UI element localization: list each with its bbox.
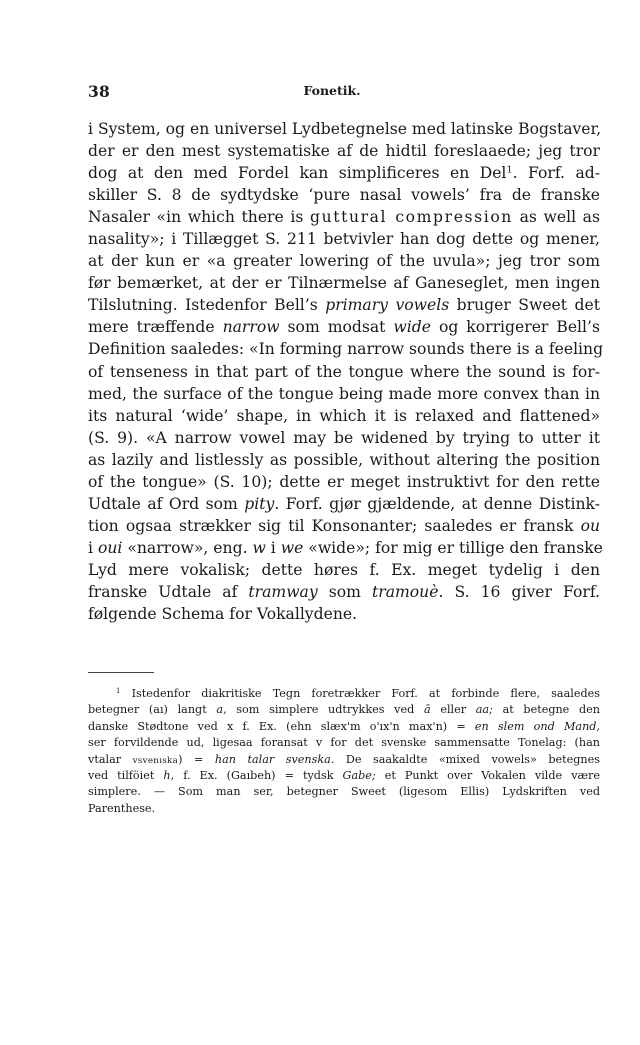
- footnote-divider: [88, 672, 154, 673]
- footnote-line: vtalar vsvenıska) = han talar svenska. De saakaldte «mixed vowels» betegnes: [88, 752, 601, 766]
- text-line: Definition saaledes: «In forming narrow sounds there is a feeling: [88, 340, 604, 359]
- text-line: i oui «narrow», eng. w i we «wide»; for mig er tillige den franske: [88, 538, 603, 557]
- text-line: Lyd mere vokalisk; dette høres f. Ex. meget tydelig i den: [88, 560, 600, 579]
- footnote-line: Parenthese.: [88, 801, 156, 815]
- footnote-line: simplere. — Som man ser, betegner Sweet (ligesom Ellis) Lydskriften ved: [88, 785, 600, 799]
- text-line: følgende Schema for Vokallydene.: [88, 605, 358, 624]
- text-line: i System, og en universel Lydbetegnelse med latinske Bogstaver,: [88, 120, 602, 138]
- text-line: mere træffende narrow som modsat wide og korrigerer Bell’s: [88, 318, 600, 337]
- footnote-line: betegner (aı) langt a, som simplere udtrykkes ved ā eller aa; at betegne den: [88, 703, 600, 717]
- text-line: dog at den med Fordel kan simplificeres en Del$^1$. Forf. ad-: [88, 164, 601, 183]
- text-line: its natural ‘wide’ shape, in which it is relaxed and flattened»: [88, 406, 600, 425]
- text-line: skiller S. 8 de sydtydske ‘pure nasal vowels’ fra de franske: [88, 186, 600, 205]
- text-line: før bemærket, at der er Tilnærmelse af Ganeseglet, men ingen: [88, 274, 600, 293]
- text-line: tion ogsaa strækker sig til Konsonanter; saaledes er fransk ou: [88, 516, 600, 535]
- footnote-number: 1: [116, 687, 121, 696]
- footnote: [88, 686, 600, 817]
- text-line: of tenseness in that part of the tongue where the sound is for-: [88, 362, 600, 381]
- text-line: as lazily and listlessly as possible, without altering the position: [88, 450, 600, 469]
- text-line: at der kun er «a greater lowering of the uvula»; jeg tror som: [88, 252, 600, 271]
- text-line: Tilslutning. Istedenfor Bell’s primary vowels bruger Sweet det: [88, 296, 600, 315]
- text-line: (S. 9). «A narrow vowel may be widened by trying to utter it: [88, 428, 600, 447]
- text-line: Udtale af Ord som pity. Forf. gjør gjældende, at denne Distink-: [88, 494, 600, 513]
- spaced-emphasis: guttural compression: [309, 208, 513, 227]
- footnote-marker: 1: [506, 164, 513, 176]
- main-text: [88, 118, 604, 625]
- footnote-line: danske Stødtone ved x f. Ex. (ehn slæx'm o'ıx'n max'n) = en slem ond Mand,: [88, 719, 600, 733]
- footnote-line: ser forvildende ud, ligesaa foransat v for det svenske sammensatte Tonelag: (han: [88, 736, 600, 750]
- text-line: Nasaler «in which there is guttural compression as well as: [88, 208, 600, 227]
- page-number: 38: [88, 82, 110, 101]
- text-line: med, the surface of the tongue being made more convex than in: [88, 384, 600, 403]
- running-head: Fonetik.: [303, 83, 361, 98]
- page-header: [88, 82, 576, 104]
- text-line: franske Udtale af tramway som tramouè. S. 16 giver Forf.: [88, 582, 600, 601]
- footnote-line: $^1$ Istedenfor diakritiske Tegn foretrækker Forf. at forbinde flere, saaledes: [116, 687, 600, 700]
- text-line: der er den mest systematiske af de hidtil foreslaaede; jeg tror: [88, 142, 600, 161]
- text-line: of the tongue» (S. 10); dette er meget instruktivt for den rette: [88, 472, 600, 491]
- text-line: nasality»; i Tillægget S. 211 betvivler han dog dette og mener,: [88, 230, 600, 249]
- footnote-line: ved tilföiet h, f. Ex. (Gaıbeh) = tydsk Gabe; et Punkt over Vokalen vilde være: [88, 768, 600, 782]
